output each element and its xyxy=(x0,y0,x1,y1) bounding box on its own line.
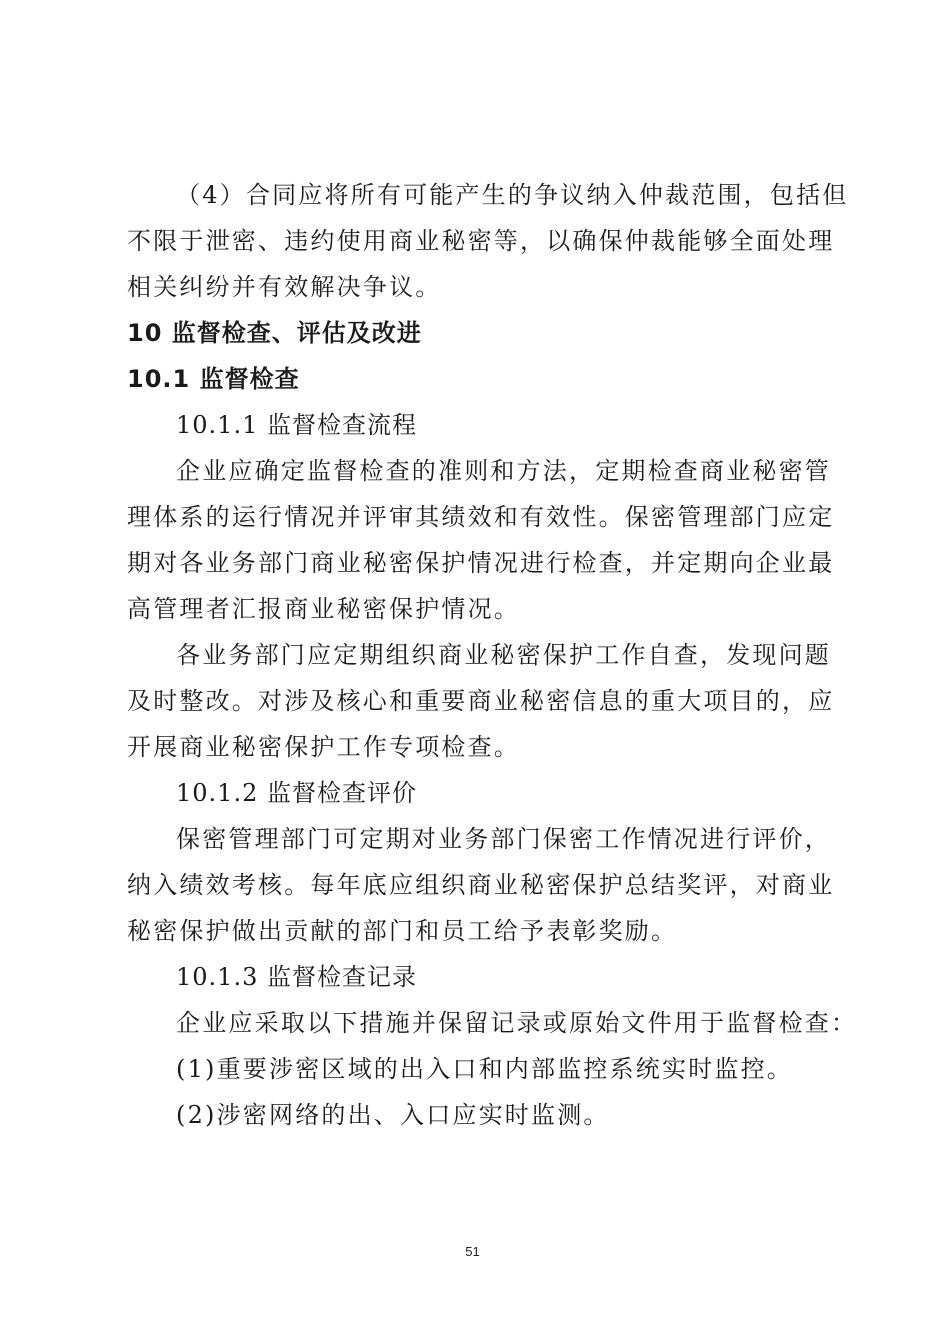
paragraph-line: 企业应采取以下措施并保留记录或原始文件用于监督检查： xyxy=(176,1009,858,1037)
list-item: (1)重要涉密区域的出入口和内部监控系统实时监控。 xyxy=(176,1055,793,1083)
paragraph-line: 企业应确定监督检查的准则和方法，定期检查商业秘密管 xyxy=(176,457,831,485)
paragraph-line: 期对各业务部门商业秘密保护情况进行检查，并定期向企业最 xyxy=(127,549,835,577)
paragraph-line: 及时整改。对涉及核心和重要商业秘密信息的重大项目的，应 xyxy=(127,687,835,715)
page-number: 51 xyxy=(465,1244,480,1259)
subsubsection-heading: 10.1.2 监督检查评价 xyxy=(176,779,417,807)
subsubsection-heading: 10.1.3 监督检查记录 xyxy=(176,963,417,991)
paragraph-line: 不限于泄密、违约使用商业秘密等，以确保仲裁能够全面处理 xyxy=(127,227,835,255)
paragraph-line: （4）合同应将所有可能产生的争议纳入仲裁范围，包括但 xyxy=(176,181,849,209)
section-heading: 10 监督检查、评估及改进 xyxy=(127,319,422,347)
paragraph-line: 各业务部门应定期组织商业秘密保护工作自查，发现问题 xyxy=(176,641,831,669)
paragraph-line: 纳入绩效考核。每年底应组织商业秘密保护总结奖评，对商业 xyxy=(127,871,835,899)
paragraph-line: 相关纠纷并有效解决争议。 xyxy=(127,273,442,301)
list-item: (2)涉密网络的出、入口应实时监测。 xyxy=(176,1101,610,1129)
paragraph-line: 保密管理部门可定期对业务部门保密工作情况进行评价， xyxy=(176,825,831,853)
paragraph-line: 高管理者汇报商业秘密保护情况。 xyxy=(127,595,520,623)
subsection-heading: 10.1 监督检查 xyxy=(127,365,300,393)
subsubsection-heading: 10.1.1 监督检查流程 xyxy=(176,411,417,439)
paragraph-line: 开展商业秘密保护工作专项检查。 xyxy=(127,733,520,761)
paragraph-line: 理体系的运行情况并评审其绩效和有效性。保密管理部门应定 xyxy=(127,503,835,531)
paragraph-line: 秘密保护做出贡献的部门和员工给予表彰奖励。 xyxy=(127,917,678,945)
